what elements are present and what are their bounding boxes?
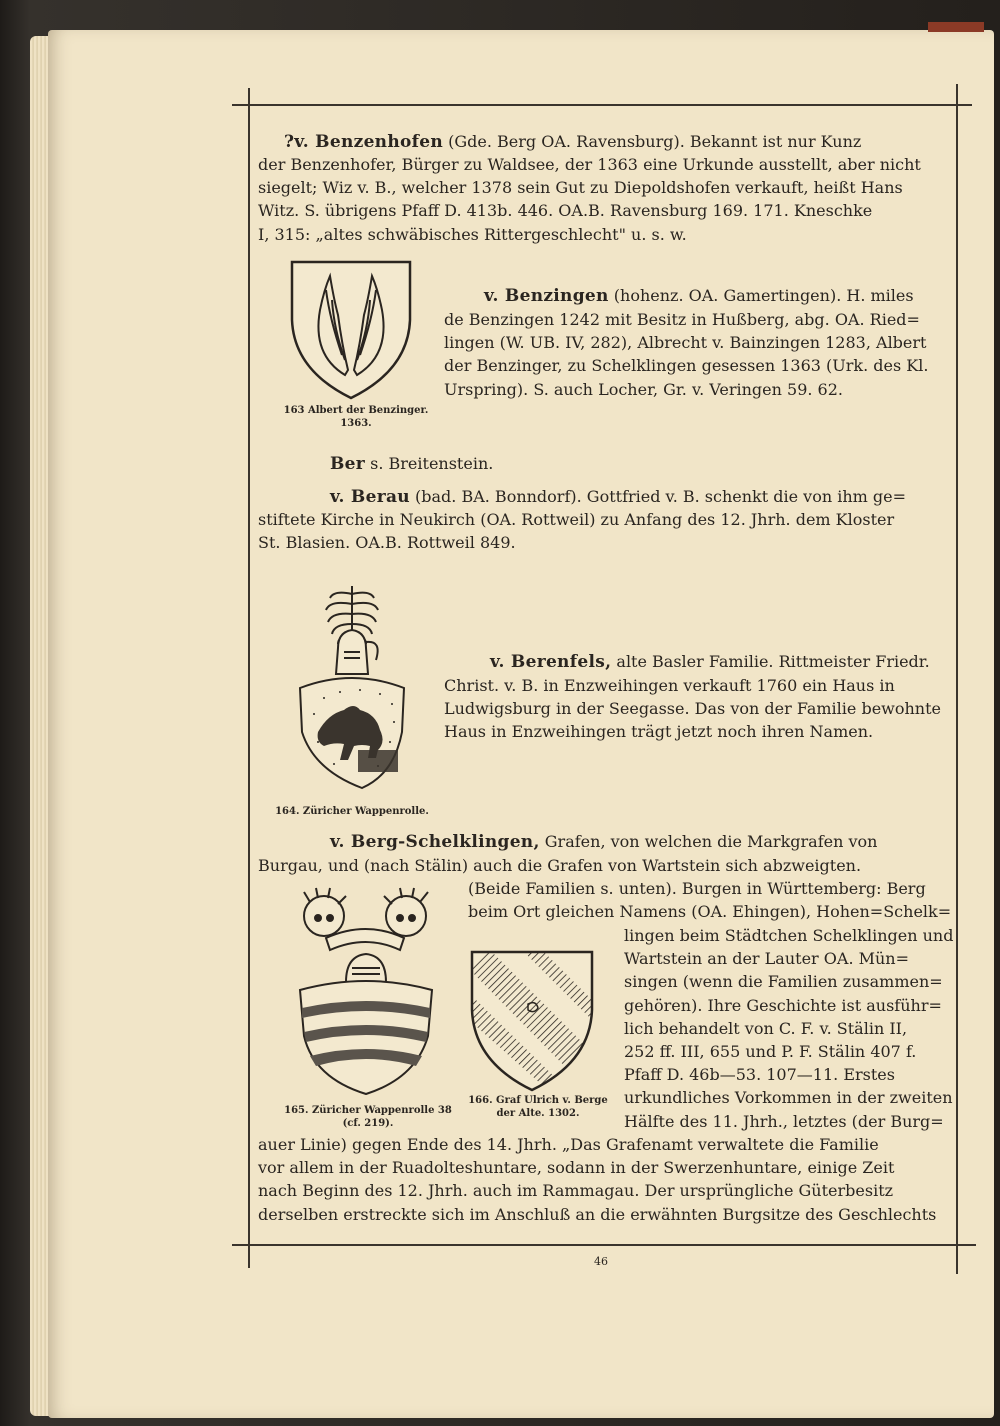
entry-benzingen-body xyxy=(444,308,928,401)
entry-body-narrowest xyxy=(624,924,953,1133)
entry-line: de Benzingen 1242 mit Besitz in Hußberg, abg. OA. Ried= xyxy=(444,310,920,329)
frame-rule-left xyxy=(248,88,250,1268)
entry-line: siegelt; Wiz v. B., welcher 1378 sein Gut zu Diepoldshofen verkauft, heißt Hans xyxy=(258,178,903,198)
coat-of-arms-benzinger xyxy=(290,260,412,400)
entry-line: St. Blasien. OA.B. Rottweil 849. xyxy=(258,533,516,553)
entry-berau-body xyxy=(258,508,894,554)
caption-line: 163 Albert der Benzinger. xyxy=(283,405,429,416)
entry-heading: Ber xyxy=(330,454,366,474)
caption-line: 166. Graf Ulrich v. Berge xyxy=(468,1095,608,1106)
entry-heading: v. Benzingen xyxy=(484,286,609,306)
entry-berg-schelklingen xyxy=(330,830,877,854)
entry-line: Pfaff D. 46b—53. 107—11. Erstes xyxy=(624,1065,895,1085)
entry-line: Christ. v. B. in Enzweihingen verkauft 1760 ein Haus in xyxy=(444,676,895,695)
coat-of-arms-ulrich-berge xyxy=(470,950,594,1092)
entry-line: singen (wenn die Familien zusammen= xyxy=(624,972,943,992)
caption-line: (cf. 219). xyxy=(342,1118,394,1129)
entry-line: der Benzinger, zu Schelklingen gesessen 1363 (Urk. des Kl. xyxy=(444,356,929,376)
entry-line: stiftete Kirche in Neukirch (OA. Rottweil) zu Anfang des 12. Jhrh. dem Kloster xyxy=(258,510,895,529)
shield-outline xyxy=(292,262,410,398)
binding-strip xyxy=(928,22,984,32)
entry-heading: v. Berg-Schelklingen, xyxy=(330,832,540,852)
entry-line: Witz. S. übrigens Pfaff D. 413b. 446. OA.B. Ravensburg 169. 171. Kneschke xyxy=(258,201,873,221)
entry-line: auer Linie) gegen Ende des 14. Jhrh. „Das Grafenamt verwaltete die Familie xyxy=(258,1135,879,1154)
entry-benzingen xyxy=(484,284,914,308)
entry-line: alte Basler Familie. Rittmeister Friedr. xyxy=(611,652,930,671)
entry-line: (hohenz. OA. Gamertingen). H. miles xyxy=(608,286,914,305)
entry-berau xyxy=(330,485,906,509)
caption-line: 1363. xyxy=(340,418,372,429)
entry-line: lingen beim Städtchen Schelklingen und xyxy=(624,926,954,945)
entry-line: urkundliches Vorkommen in der zweiten xyxy=(624,1088,953,1108)
shield-stripe xyxy=(358,750,398,772)
caption-line: 165. Züricher Wappenrolle 38 xyxy=(284,1105,452,1116)
entry-benzenhofen-body xyxy=(258,153,921,246)
coat-of-arms-berenfels xyxy=(294,582,410,792)
entry-line: Urspring). S. auch Locher, Gr. v. Veringen 59. 62. xyxy=(444,379,843,399)
entry-line: Wartstein an der Lauter OA. Mün= xyxy=(624,949,910,969)
entry-line: gehören). Ihre Geschichte ist ausführ= xyxy=(624,995,942,1015)
entry-line: derselben erstreckte sich im Anschluß an die erwähnten Burgsitze des Geschlechts xyxy=(258,1204,937,1224)
entry-line: Grafen, von welchen die Markgrafen von xyxy=(539,832,878,851)
entry-line: beim Ort gleichen Namens (OA. Ehingen), Hohen=Schelk= xyxy=(468,902,952,922)
entry-line: Burgau, und (nach Stälin) auch die Grafen von Wartstein sich abzweigten. xyxy=(258,856,862,875)
helmet-icon xyxy=(336,630,378,674)
entry-line: Hälfte des 11. Jhrh., letztes (der Burg= xyxy=(624,1111,944,1131)
frame-rule-top xyxy=(232,104,972,106)
caption-line: 164. Züricher Wappenrolle. xyxy=(275,806,429,817)
caption-line: der Alte. 1302. xyxy=(496,1108,580,1119)
page-number: 46 xyxy=(594,1255,608,1268)
entry-line: Haus in Enzweihingen trägt jetzt noch ihren Namen. xyxy=(444,722,874,742)
entry-line: nach Beginn des 12. Jhrh. auch im Rammagau. Der ursprüngliche Güterbesitz xyxy=(258,1181,894,1201)
entry-heading: v. Berau xyxy=(330,487,410,507)
entry-line-row xyxy=(258,854,861,877)
caption-fig163 xyxy=(276,404,436,430)
entry-line: I, 315: „altes schwäbisches Rittergeschlecht" u. s. w. xyxy=(258,224,687,244)
crest-heads-icon xyxy=(304,888,428,950)
entry-body-full xyxy=(258,1133,936,1226)
coat-of-arms-berg-zurich xyxy=(296,890,436,1096)
entry-line: 252 ff. III, 655 und P. F. Stälin 407 f. xyxy=(624,1042,917,1062)
entry-heading: ?v. Benzenhofen xyxy=(284,132,444,152)
entry-heading: v. Berenfels, xyxy=(490,652,612,672)
entry-line: lingen (W. UB. IV, 282), Albrecht v. Bainzingen 1283, Albert xyxy=(444,333,927,353)
entry-ber xyxy=(330,452,493,476)
entry-line: (Beide Familien s. unten). Burgen in Württemberg: Berg xyxy=(468,879,926,898)
entry-line: der Benzenhofer, Bürger zu Waldsee, der 1363 eine Urkunde ausstellt, aber nicht xyxy=(258,155,921,174)
frame-rule-bottom xyxy=(232,1244,976,1246)
entry-berenfels-body xyxy=(444,674,941,744)
entry-line: s. Breitenstein. xyxy=(365,454,494,473)
frame-rule-right xyxy=(956,84,958,1274)
entry-berenfels xyxy=(490,650,930,674)
entry-line: Ludwigsburg in der Seegasse. Das von der Familie bewohnte xyxy=(444,699,942,719)
shield-bars xyxy=(302,1001,430,1066)
caption-fig164 xyxy=(262,805,442,818)
entry-line: (Gde. Berg OA. Ravensburg). Bekannt ist nur Kunz xyxy=(443,132,862,151)
entry-line: lich behandelt von C. F. v. Stälin II, xyxy=(624,1018,908,1038)
caption-fig165 xyxy=(280,1104,456,1130)
entry-benzenhofen xyxy=(284,130,861,154)
entry-body-narrow xyxy=(468,877,951,923)
entry-line: (bad. BA. Bonndorf). Gottfried v. B. schenkt die von ihm ge= xyxy=(409,487,907,506)
entry-line: vor allem in der Ruadolteshuntare, sodann in der Swerzenhuntare, einige Zeit xyxy=(258,1158,895,1178)
helmet-icon xyxy=(346,954,386,982)
caption-fig166 xyxy=(462,1094,614,1120)
